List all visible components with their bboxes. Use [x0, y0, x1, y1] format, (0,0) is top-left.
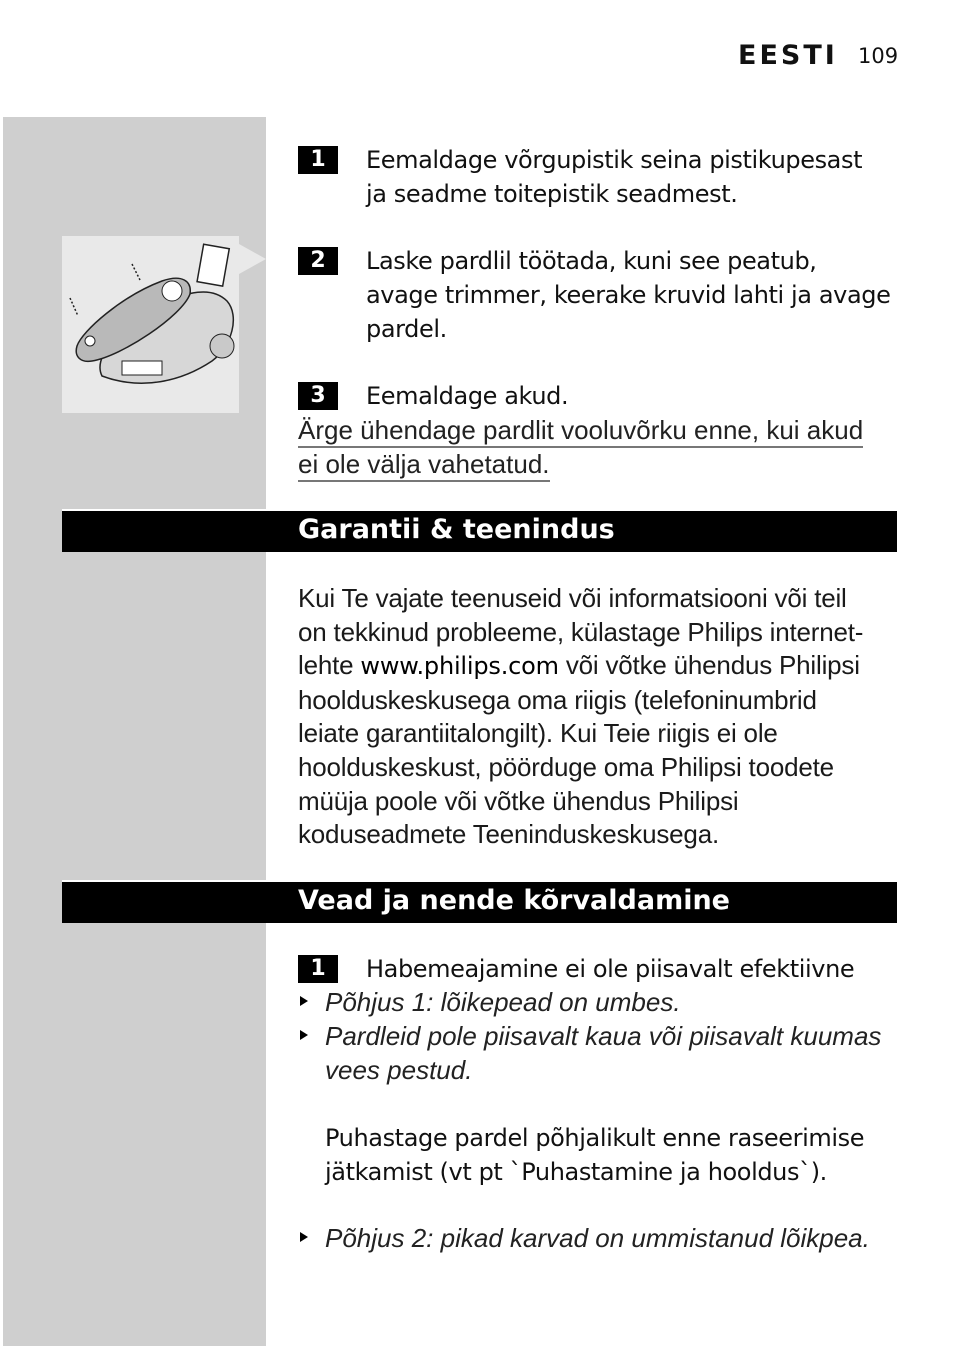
cause-2-line-1: Pardleid pole piisavalt kaua või piisavalt kuumas [325, 1021, 882, 1051]
cause-1-text: Põhjus 1: lõikepead on umbes. [325, 987, 681, 1017]
guarantee-line-1: Kui Te vajate teenuseid või informatsiooni või teil [298, 583, 847, 613]
cause-2-line-2: vees pestud. [325, 1055, 473, 1085]
illustration-pointer [239, 244, 266, 274]
step-1-line-2: ja seadme toitepistik seadmest. [366, 180, 738, 208]
language-header: EESTI [738, 40, 838, 71]
guarantee-line-3: lehte www.philips.com või võtke ühendus Philipsi [298, 650, 860, 681]
warning-line-2: ei ole välja vahetatud. [298, 447, 550, 481]
warning-line-1: Ärge ühendage pardlit vooluvõrku enne, kui akud [298, 413, 863, 447]
guarantee-line-7: müüja poole või võtke ühendus Philipsi [298, 785, 739, 816]
section-title-guarantee: Garantii & teenindus [298, 514, 615, 545]
trouble-step-number-1: 1 [298, 955, 338, 983]
trouble-step-text: Habemeajamine ei ole piisavalt efektiivne [366, 955, 855, 983]
guarantee-paragraph [298, 582, 863, 852]
section-header-troubleshooting [62, 880, 897, 923]
shaver-disassembly-illustration [62, 236, 239, 413]
step-3-line-1: Eemaldage akud. [366, 382, 569, 410]
remedy-line-2: jätkamist (vt pt `Puhastamine ja hooldus`). [325, 1158, 827, 1186]
guarantee-line-8: koduseadmete Teeninduskeskusega. [298, 819, 719, 850]
step-number-2: 2 [298, 247, 338, 275]
step-number-1: 1 [298, 146, 338, 174]
guarantee-line-2: on tekkinud probleeme, külastage Philips internet- [298, 616, 864, 647]
guarantee-line-6: hoolduskeskust, pöörduge oma Philipsi toodete [298, 751, 834, 782]
philips-website-link[interactable]: www.philips.com [360, 652, 559, 681]
step-number-3: 3 [298, 382, 338, 410]
shaver-drawing [62, 236, 239, 413]
remedy-line-1: Puhastage pardel põhjalikult enne raseerimise [325, 1124, 865, 1152]
bullet-arrow-1 [300, 996, 308, 1006]
cause-3-text: Põhjus 2: pikad karvad on ummistanud lõikpea. [325, 1223, 870, 1253]
bullet-arrow-2 [300, 1030, 308, 1040]
guarantee-line-4: hoolduskeskusega oma riigis (telefoninumbrid [298, 684, 817, 715]
step-1-line-1: Eemaldage võrgupistik seina pistikupesast [366, 146, 863, 174]
step-2-line-2: avage trimmer, keerake kruvid lahti ja avage [366, 281, 891, 309]
bullet-arrow-3 [300, 1232, 308, 1242]
step-2-line-3: pardel. [366, 315, 447, 343]
section-header-guarantee [62, 509, 897, 552]
guarantee-line-5: leiate garantiitalongilt). Kui Teie riigis ei ole [298, 718, 778, 749]
page-number: 109 [858, 44, 899, 68]
step-2-line-1: Laske pardlil töötada, kuni see peatub, [366, 247, 817, 275]
section-title-troubleshooting: Vead ja nende kõrvaldamine [298, 885, 730, 916]
